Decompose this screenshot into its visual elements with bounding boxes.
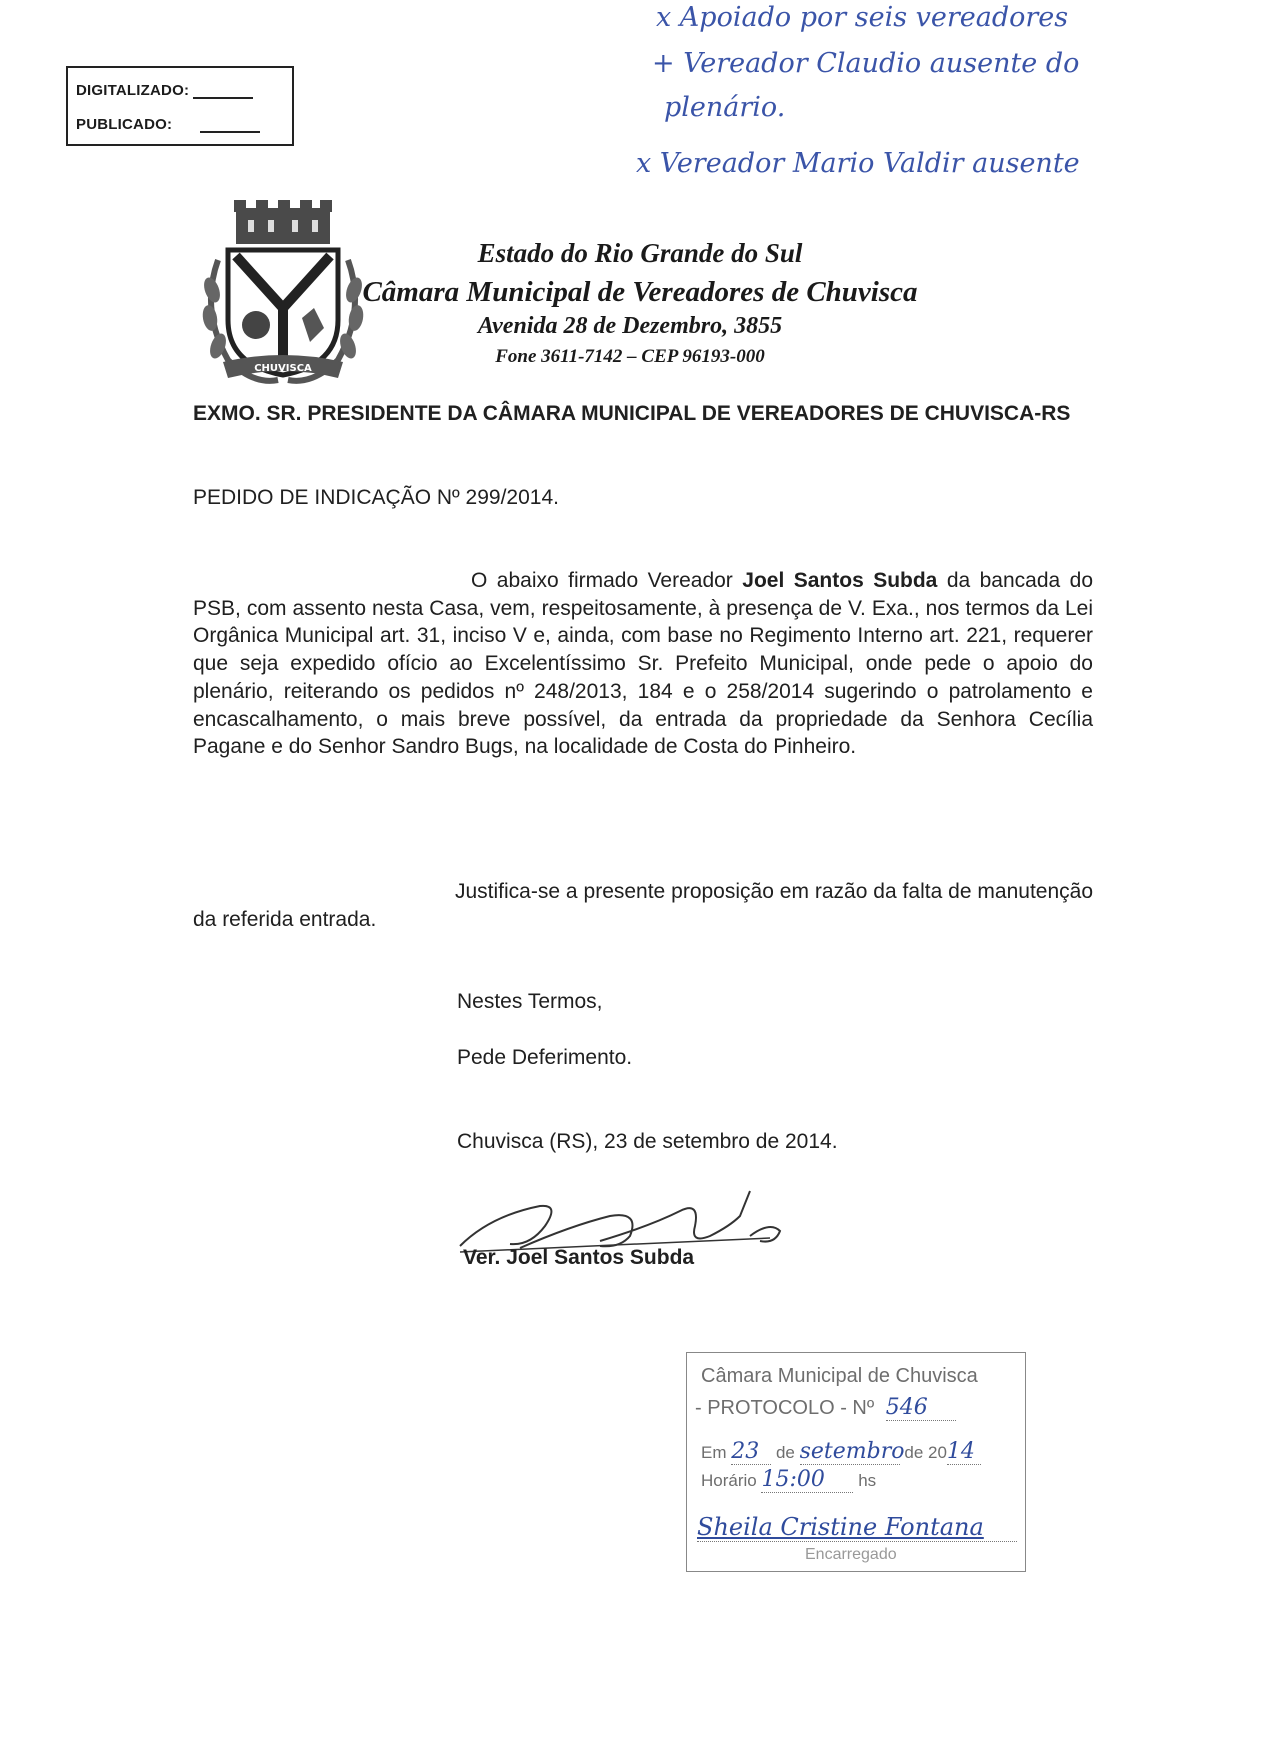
justification-text: Justifica-se a presente proposição em razão da falta de manutenção da referida entrada. [193,880,1093,931]
handwritten-note-4: x Vereador Mario Valdir ausente [636,148,1080,179]
signature-name: Ver. Joel Santos Subda [463,1246,695,1269]
body-councillor-name: Joel Santos Subda [742,569,938,592]
handwritten-note-1: x Apoiado por seis vereadores [656,2,1069,33]
body-paragraph [193,567,1093,761]
closing-terms: Nestes Termos, [457,990,603,1013]
stamp-year-field [947,1439,981,1465]
stamp-horario-label: Horário [701,1471,757,1490]
request-title: PEDIDO DE INDICAÇÃO Nº 299/2014. [193,486,559,509]
crest-emblem-icon [198,200,368,390]
stamp-year-prefix: de 20 [904,1443,947,1462]
publicado-label: PUBLICADO: [76,116,173,133]
stamp-day: 23 [731,1439,760,1464]
body-intro: O abaixo firmado Vereador [471,569,733,592]
stamp-chamber: Câmara Municipal de Chuvisca [701,1365,978,1387]
stamp-time: 15:00 [761,1467,825,1492]
stamp-signer-signature: Sheila Cristine Fontana [697,1513,984,1541]
digitization-status-box [66,66,294,146]
stamp-day-field [731,1439,771,1465]
closing-request: Pede Deferimento. [457,1046,633,1069]
stamp-date-row [701,1439,981,1465]
stamp-month: setembro [799,1439,905,1464]
stamp-em-label: Em [701,1443,727,1462]
place-date: Chuvisca (RS), 23 de setembro de 2014. [457,1130,838,1153]
stamp-year-suffix: 14 [946,1439,975,1464]
stamp-signer-field [697,1513,1017,1542]
publicado-row [76,116,260,133]
municipal-crest [198,200,368,395]
stamp-de-label: de [775,1443,795,1462]
stamp-time-row [701,1467,876,1493]
stamp-protocol-label: - PROTOCOLO - Nº [695,1397,875,1419]
letterhead-state: Estado do Rio Grande do Sul [477,238,803,268]
stamp-protocol-number-field [886,1395,956,1421]
stamp-month-field [799,1439,905,1465]
stamp-hs-label: hs [858,1471,877,1490]
letterhead-address: Avenida 28 de Dezembro, 3855 [477,313,783,339]
body-text: da bancada do PSB, com assento nesta Casa, vem, respeitosamente, à presença de V. Exa., nos termos da Lei Orgânica Municipal art. 31, inciso V e, ainda, com base no Regimento Interno art. 221, requerer que seja expedido ofício ao Excelentíssimo Sr. Prefeito Municipal, onde pede o apoio do plenário, reiterando os pedidos nº 248/2013, 184 e o 258/2014 sugerindo o patrolamento e encascalhamento, o mais breve possível, da entrada da propriedade da Senhora Cecília Pagane e do Senhor Sandro Bugs, na localidade de Costa do Pinheiro. [193,569,1093,759]
letterhead-contact: Fone 3611-7142 – CEP 96193-000 [495,346,765,367]
letterhead-chamber: Câmara Municipal de Vereadores de Chuvisca [362,276,918,308]
justification-paragraph [193,878,1093,933]
handwritten-note-3: plenário. [664,92,786,123]
digitalizado-row [76,82,253,99]
protocol-stamp [686,1352,1026,1572]
stamp-time-field [761,1467,853,1493]
stamp-protocol-number: 546 [885,1395,928,1420]
publicado-blank [200,117,260,133]
crest-ribbon-text: CHUVISCA [254,363,312,374]
stamp-protocol-row [695,1395,956,1421]
digitalizado-label: DIGITALIZADO: [76,82,190,99]
handwritten-note-2: + Vereador Claudio ausente do [652,48,1080,79]
addressee-heading: EXMO. SR. PRESIDENTE DA CÂMARA MUNICIPAL DE VEREADORES DE CHUVISCA-RS [193,402,1071,425]
digitalizado-blank [193,83,253,99]
stamp-encarregado-label: Encarregado [805,1546,897,1563]
